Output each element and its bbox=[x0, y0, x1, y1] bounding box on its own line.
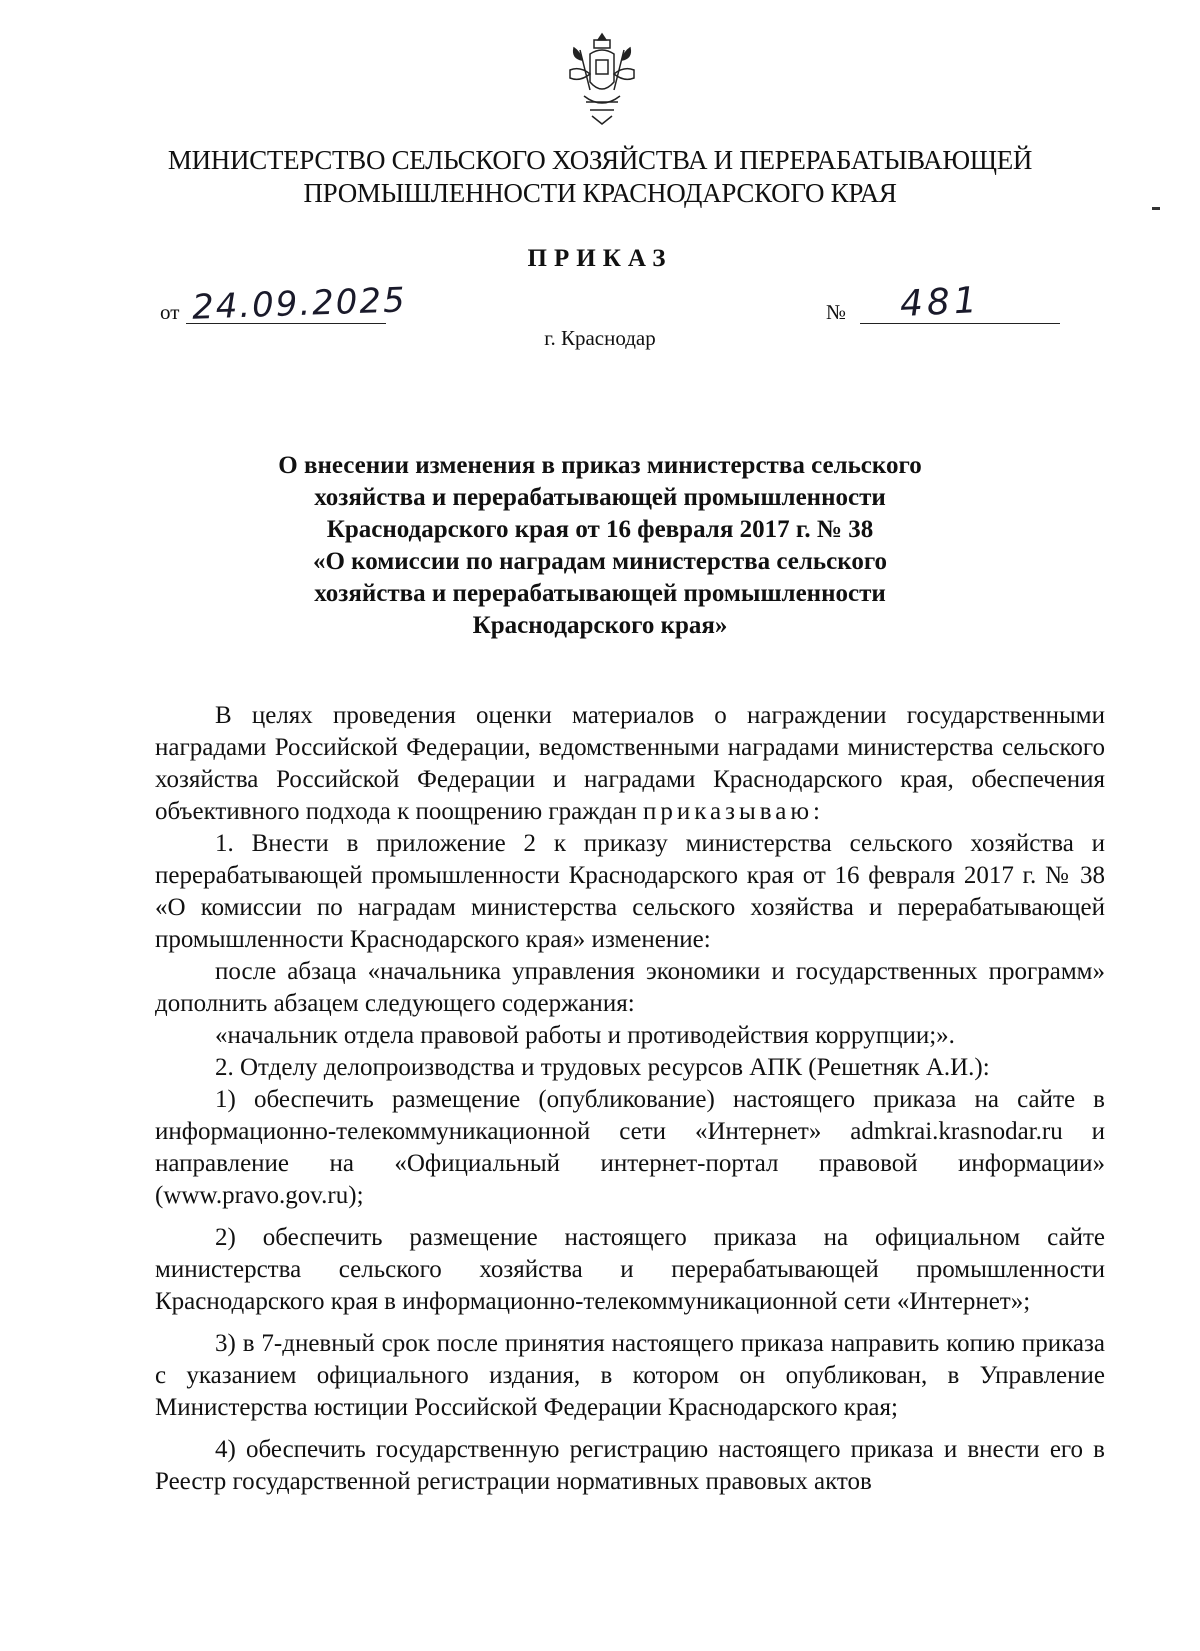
ministry-name bbox=[120, 144, 1080, 210]
subject-line: О внесении изменения в приказ министерства сельского bbox=[278, 452, 922, 479]
order-subject bbox=[200, 450, 1000, 642]
body-paragraph: 4) обеспечить государственную регистрацию настоящего приказа и внести его в Реестр государственной регистрации нормативных правовых актов bbox=[155, 1436, 1105, 1495]
krasnodar-coat-of-arms-icon bbox=[560, 30, 644, 126]
order-verb: приказываю: bbox=[642, 798, 824, 825]
preamble-text: В целях проведения оценки материалов о награждении государственными наградами Российской Федерации, ведомственными наградами министерства сельского хозяйства Российской Федерации и наградами Краснодарского края, обеспечения объективного подхода к поощрению граждан bbox=[155, 702, 1105, 825]
body-paragraph: после абзаца «начальника управления экономики и государственных программ» дополнить абзацем следующего содержания: bbox=[155, 958, 1105, 1017]
body-paragraph bbox=[155, 700, 1105, 828]
ministry-line-1: МИНИСТЕРСТВО СЕЛЬСКОГО ХОЗЯЙСТВА И ПЕРЕРАБАТЫВАЮЩЕЙ bbox=[167, 145, 1033, 175]
body-paragraph: 1. Внести в приложение 2 к приказу министерства сельского хозяйства и перерабатывающей промышленности Краснодарского края от 16 февраля 2017 г. № 38 «О комиссии по наградам министерства сельского хозяйства и перерабатывающей промышленности Краснодарского края» изменение: bbox=[155, 830, 1105, 953]
subject-line: хозяйства и перерабатывающей промышленности bbox=[314, 580, 886, 607]
order-title: ПРИКАЗ bbox=[527, 245, 673, 272]
scan-mark bbox=[1152, 207, 1160, 210]
body-paragraph: 2. Отделу делопроизводства и трудовых ресурсов АПК (Решетняк А.И.): bbox=[215, 1054, 990, 1081]
number-prefix: № bbox=[826, 300, 847, 324]
subject-line: Краснодарского края» bbox=[472, 612, 728, 639]
subject-line: хозяйства и перерабатывающей промышленности bbox=[314, 484, 886, 511]
order-body bbox=[155, 700, 1105, 1498]
body-paragraph: «начальник отдела правовой работы и противодействия коррупции;». bbox=[215, 1022, 955, 1049]
city: г. Краснодар bbox=[544, 326, 656, 350]
body-paragraph: 2) обеспечить размещение настоящего приказа на официальном сайте министерства сельского хозяйства и перерабатывающей промышленности Краснодарского края в информационно-телекоммуникационной сети «Интернет»; bbox=[155, 1224, 1105, 1315]
subject-line: Краснодарского края от 16 февраля 2017 г. № 38 bbox=[326, 516, 874, 543]
body-paragraph: 3) в 7-дневный срок после принятия настоящего приказа направить копию приказа с указанием официального издания, в котором он опубликован, в Управление Министерства юстиции Российской Федерации Краснодарского края; bbox=[155, 1330, 1105, 1421]
ministry-line-2: ПРОМЫШЛЕННОСТИ КРАСНОДАРСКОГО КРАЯ bbox=[303, 178, 897, 208]
handwritten-number: 481 bbox=[898, 279, 982, 326]
handwritten-date: 24.09.2025 bbox=[191, 280, 408, 328]
date-number-row bbox=[160, 279, 1060, 330]
date-prefix: от bbox=[160, 300, 180, 324]
subject-line: «О комиссии по наградам министерства сельского bbox=[312, 548, 888, 575]
body-paragraph: 1) обеспечить размещение (опубликование) настоящего приказа на сайте в информационно-телекоммуникационной сети «Интернет» admkrai.krasnodar.ru и направление на «Официальный интернет-портал правовой информации» (www.pravo.gov.ru); bbox=[155, 1086, 1105, 1209]
number-underline bbox=[860, 323, 1060, 324]
